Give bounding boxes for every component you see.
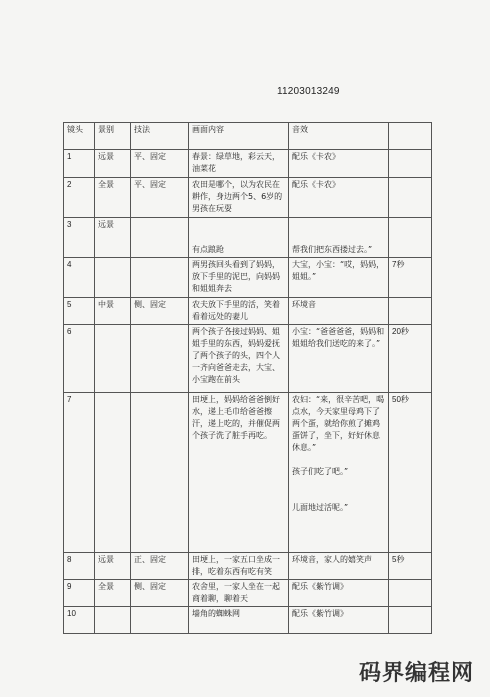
cell-sound: 大宝，小宝：“哎，妈妈，姐姐。” [289,258,389,298]
cell-content [189,218,289,258]
cell-shot: 9 [64,580,95,607]
cell-scene: 远景 [95,553,131,580]
cell-sound: 配乐《紫竹调》 [289,607,389,634]
table-row [64,553,432,580]
cell-duration: 5秒 [389,553,432,580]
header-sound: 音效 [289,123,389,150]
cell-shot: 3 [64,218,95,258]
cell-technique: 正、固定 [131,553,189,580]
cell-shot: 7 [64,393,95,553]
cell-duration [389,150,432,178]
cell-technique: 平、固定 [131,150,189,178]
cell-sound: 配乐《卡农》 [289,150,389,178]
cell-duration: 7秒 [389,258,432,298]
cell-duration: 20秒 [389,325,432,393]
table-row [64,218,432,258]
cell-scene [95,258,131,298]
cell-technique [131,218,189,258]
sound-text-2: 孩子们吃了吧。” [292,467,349,476]
cell-sound: 配乐《卡农》 [289,178,389,218]
cell-sound: 环境音 [289,298,389,325]
cell-sound [289,393,389,553]
cell-scene [95,325,131,393]
cell-sound: 配乐《紫竹调》 [289,580,389,607]
header-content: 画面内容 [189,123,289,150]
cell-content: 两男孩回头看到了妈妈，放下手里的泥巴，向妈妈和姐姐奔去 [189,258,289,298]
cell-content: 两个孩子各接过妈妈、姐姐手里的东西，妈妈爱抚了两个孩子的头，四个人一齐向爸爸走去，大宝、小宝跑在前头 [189,325,289,393]
cell-technique: 侧、固定 [131,298,189,325]
cell-scene [95,607,131,634]
sound-text: 农妇：“来，很辛苦吧，喝点水，今天家里母鸡下了两个蛋，就给你煎了摊鸡蛋饼了，坐下，好好休息休息。” [292,395,385,452]
table-row [64,298,432,325]
cell-scene [95,393,131,553]
cell-technique [131,258,189,298]
cell-shot: 2 [64,178,95,218]
cell-technique: 侧、固定 [131,580,189,607]
cell-content: 田埂上，妈妈给爸爸倒好水，递上毛巾给爸爸擦汗，递上吃的，并催促两个孩子洗了脏手再吃。 [189,393,289,553]
cell-scene: 远景 [95,218,131,258]
storyboard-table [63,122,432,634]
cell-duration: 50秒 [389,393,432,553]
cell-scene: 全景 [95,580,131,607]
header-scene: 景别 [95,123,131,150]
cell-duration [389,218,432,258]
cell-shot: 6 [64,325,95,393]
table-row [64,580,432,607]
cell-sound: 小宝：“爸爸爸爸，妈妈和姐姐给我们送吃的来了。” [289,325,389,393]
table-row [64,258,432,298]
cell-sound [289,218,389,258]
cell-technique: 平、固定 [131,178,189,218]
cell-content: 春景：绿草地，彩云天，油菜花 [189,150,289,178]
cell-shot: 10 [64,607,95,634]
watermark: 码界编程网 [358,661,474,686]
cell-content: 农舍里，一家人坐在一起商着聊，聊着天 [189,580,289,607]
content-text: 有点踉跄 [192,245,224,254]
cell-duration [389,607,432,634]
table-header-row [64,123,432,150]
header-technique: 技法 [131,123,189,150]
cell-shot: 1 [64,150,95,178]
table-row [64,178,432,218]
cell-technique [131,325,189,393]
cell-technique [131,607,189,634]
cell-duration [389,298,432,325]
cell-scene: 远景 [95,150,131,178]
sound-text: 帮我们把东西搂过去。” [292,245,373,254]
table-row [64,150,432,178]
cell-content: 田埂上，一家五口坐成一排，吃着东西有吃有笑 [189,553,289,580]
cell-scene: 全景 [95,178,131,218]
table-row [64,607,432,634]
cell-shot: 4 [64,258,95,298]
cell-content: 墙角的蜘蛛网 [189,607,289,634]
document-id: 11203013249 [277,86,340,97]
header-shot: 镜头 [64,123,95,150]
cell-shot: 5 [64,298,95,325]
cell-sound: 环境音，家人的嬉笑声 [289,553,389,580]
cell-shot: 8 [64,553,95,580]
cell-technique [131,393,189,553]
table-row [64,325,432,393]
cell-content: 农田是哪个，以为农民在耕作，身边两个5、6岁的男孩在玩耍 [189,178,289,218]
table-row [64,393,432,553]
sound-text-3: 儿面地过活呢。” [292,503,349,512]
cell-content: 农夫放下手里的活，笑着看着远处的妻儿 [189,298,289,325]
cell-duration [389,580,432,607]
header-duration [389,123,432,150]
cell-duration [389,178,432,218]
cell-scene: 中景 [95,298,131,325]
